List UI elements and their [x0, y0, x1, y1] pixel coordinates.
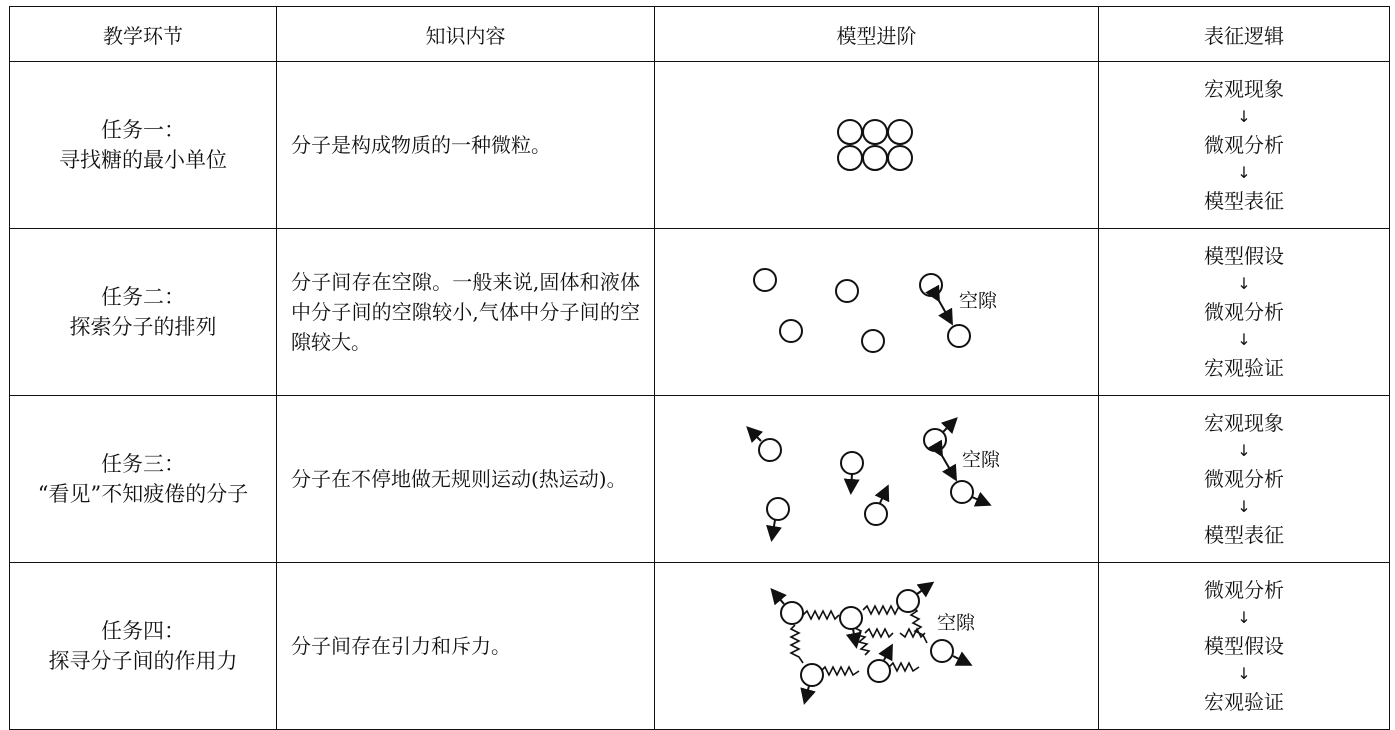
gap-arrow: [938, 299, 951, 322]
molecule-circle: [863, 146, 887, 170]
motion-arrow: [851, 474, 852, 491]
model-cell: [655, 563, 1099, 730]
motion-arrow: [943, 420, 955, 432]
logic-step: 模型假设: [1204, 244, 1284, 268]
spring-line: [821, 667, 859, 675]
molecule-circle: [841, 452, 863, 474]
task-cell: [10, 62, 277, 229]
task-title: 任务二：: [101, 285, 185, 309]
molecule-circle: [888, 120, 912, 144]
logic-cell: [1099, 229, 1390, 396]
molecule-circle: [838, 146, 862, 170]
logic-step: 微观分析: [1204, 300, 1284, 324]
molecule-circle: [863, 120, 887, 144]
molecule-circle: [836, 280, 858, 302]
motion-arrow: [853, 629, 856, 645]
molecule-circle: [931, 640, 953, 662]
gap-molecule-model: [655, 229, 1099, 395]
header-row: [10, 7, 1390, 62]
motion-arrow: [972, 497, 988, 504]
model-cell: [655, 62, 1099, 229]
motion-arrow: [884, 647, 891, 660]
molecule-circle: [759, 439, 781, 461]
arrow-down-icon: ↓: [1237, 608, 1251, 627]
motion-arrow: [773, 591, 784, 604]
logic-step: 微观分析: [1204, 578, 1284, 602]
molecule-circle: [767, 498, 789, 520]
molecule-circle: [897, 590, 919, 612]
table-row: [10, 396, 1390, 563]
gap-arrow: [941, 454, 955, 478]
task-cell: [10, 229, 277, 396]
molecule-circle: [920, 274, 942, 296]
model-cell: [655, 229, 1099, 396]
table-row: [10, 229, 1390, 396]
task-title: 任务四：: [101, 619, 185, 643]
header-knowledge-content: 知识内容: [277, 7, 655, 62]
logic-step: 微观分析: [1204, 133, 1284, 157]
task-cell: [10, 396, 277, 563]
molecule-circle: [888, 146, 912, 170]
molecule-circle: [780, 320, 802, 342]
content-cell: 分子是构成物质的一种微粒。: [277, 62, 655, 229]
gap-label: 空隙: [959, 290, 998, 312]
molecule-circle: [948, 325, 970, 347]
spring-line: [803, 611, 839, 619]
spring-line: [889, 663, 919, 671]
logic-cell: [1099, 563, 1390, 730]
molecule-circle: [924, 429, 946, 451]
task-title: 任务三：: [101, 452, 185, 476]
logic-step: 模型表征: [1204, 523, 1284, 547]
molecule-circle: [865, 503, 887, 525]
molecule-circle: [840, 607, 862, 629]
task-subtitle: 探索分子的排列: [69, 315, 217, 339]
content-cell: 分子间存在空隙。一般来说,固体和液体中分子间的空隙较小,气体中分子间的空隙较大。: [277, 229, 655, 396]
arrow-down-icon: ↓: [1237, 441, 1251, 460]
gap-label: 空隙: [937, 612, 976, 634]
header-teaching-stage: 教学环节: [10, 7, 277, 62]
molecule-circle: [781, 602, 803, 624]
content-cell: 分子在不停地做无规则运动(热运动)。: [277, 396, 655, 563]
model-cell: [655, 396, 1099, 563]
spring-line: [865, 629, 893, 637]
motion-molecule-model: [655, 396, 1099, 562]
gap-label: 空隙: [962, 449, 1001, 471]
arrow-down-icon: ↓: [1237, 274, 1251, 293]
force-molecule-model: [655, 563, 1099, 729]
molecule-circle: [754, 269, 776, 291]
logic-step: 宏观现象: [1204, 77, 1284, 101]
header-model-progression: 模型进阶: [655, 7, 1099, 62]
spring-line: [863, 606, 899, 614]
motion-arrow: [953, 656, 969, 664]
table-row: [10, 62, 1390, 229]
arrow-down-icon: ↓: [1237, 497, 1251, 516]
molecule-circle: [862, 330, 884, 352]
motion-arrow: [772, 520, 775, 538]
motion-arrow: [749, 429, 761, 441]
logic-cell: [1099, 62, 1390, 229]
logic-step: 宏观验证: [1204, 690, 1284, 714]
logic-step: 宏观现象: [1204, 411, 1284, 435]
motion-arrow: [805, 686, 809, 701]
spring-line: [900, 629, 925, 637]
motion-arrow: [917, 584, 931, 594]
task-cell: [10, 563, 277, 730]
content-cell: 分子间存在引力和斥力。: [277, 563, 655, 730]
header-representation-logic: 表征逻辑: [1099, 7, 1390, 62]
motion-arrow: [880, 488, 887, 503]
teaching-table: [9, 6, 1390, 730]
molecule-circle: [951, 481, 973, 503]
spring-line: [791, 625, 803, 663]
molecule-circle: [838, 120, 862, 144]
task-title: 任务一：: [101, 118, 185, 142]
logic-step: 模型表征: [1204, 189, 1284, 213]
task-subtitle: 寻找糖的最小单位: [59, 148, 227, 172]
logic-step: 宏观验证: [1204, 356, 1284, 380]
logic-step: 模型假设: [1204, 634, 1284, 658]
logic-step: 微观分析: [1204, 467, 1284, 491]
arrow-down-icon: ↓: [1237, 330, 1251, 349]
arrow-down-icon: ↓: [1237, 107, 1251, 126]
task-subtitle: “看见”不知疲倦的分子: [37, 482, 249, 506]
molecule-circle: [801, 664, 823, 686]
table-row: [10, 563, 1390, 730]
solid-molecule-model: [655, 62, 1099, 228]
molecule-circle: [868, 660, 890, 682]
logic-cell: [1099, 396, 1390, 563]
task-subtitle: 探寻分子间的作用力: [48, 649, 238, 673]
arrow-down-icon: ↓: [1237, 664, 1251, 683]
arrow-down-icon: ↓: [1237, 163, 1251, 182]
